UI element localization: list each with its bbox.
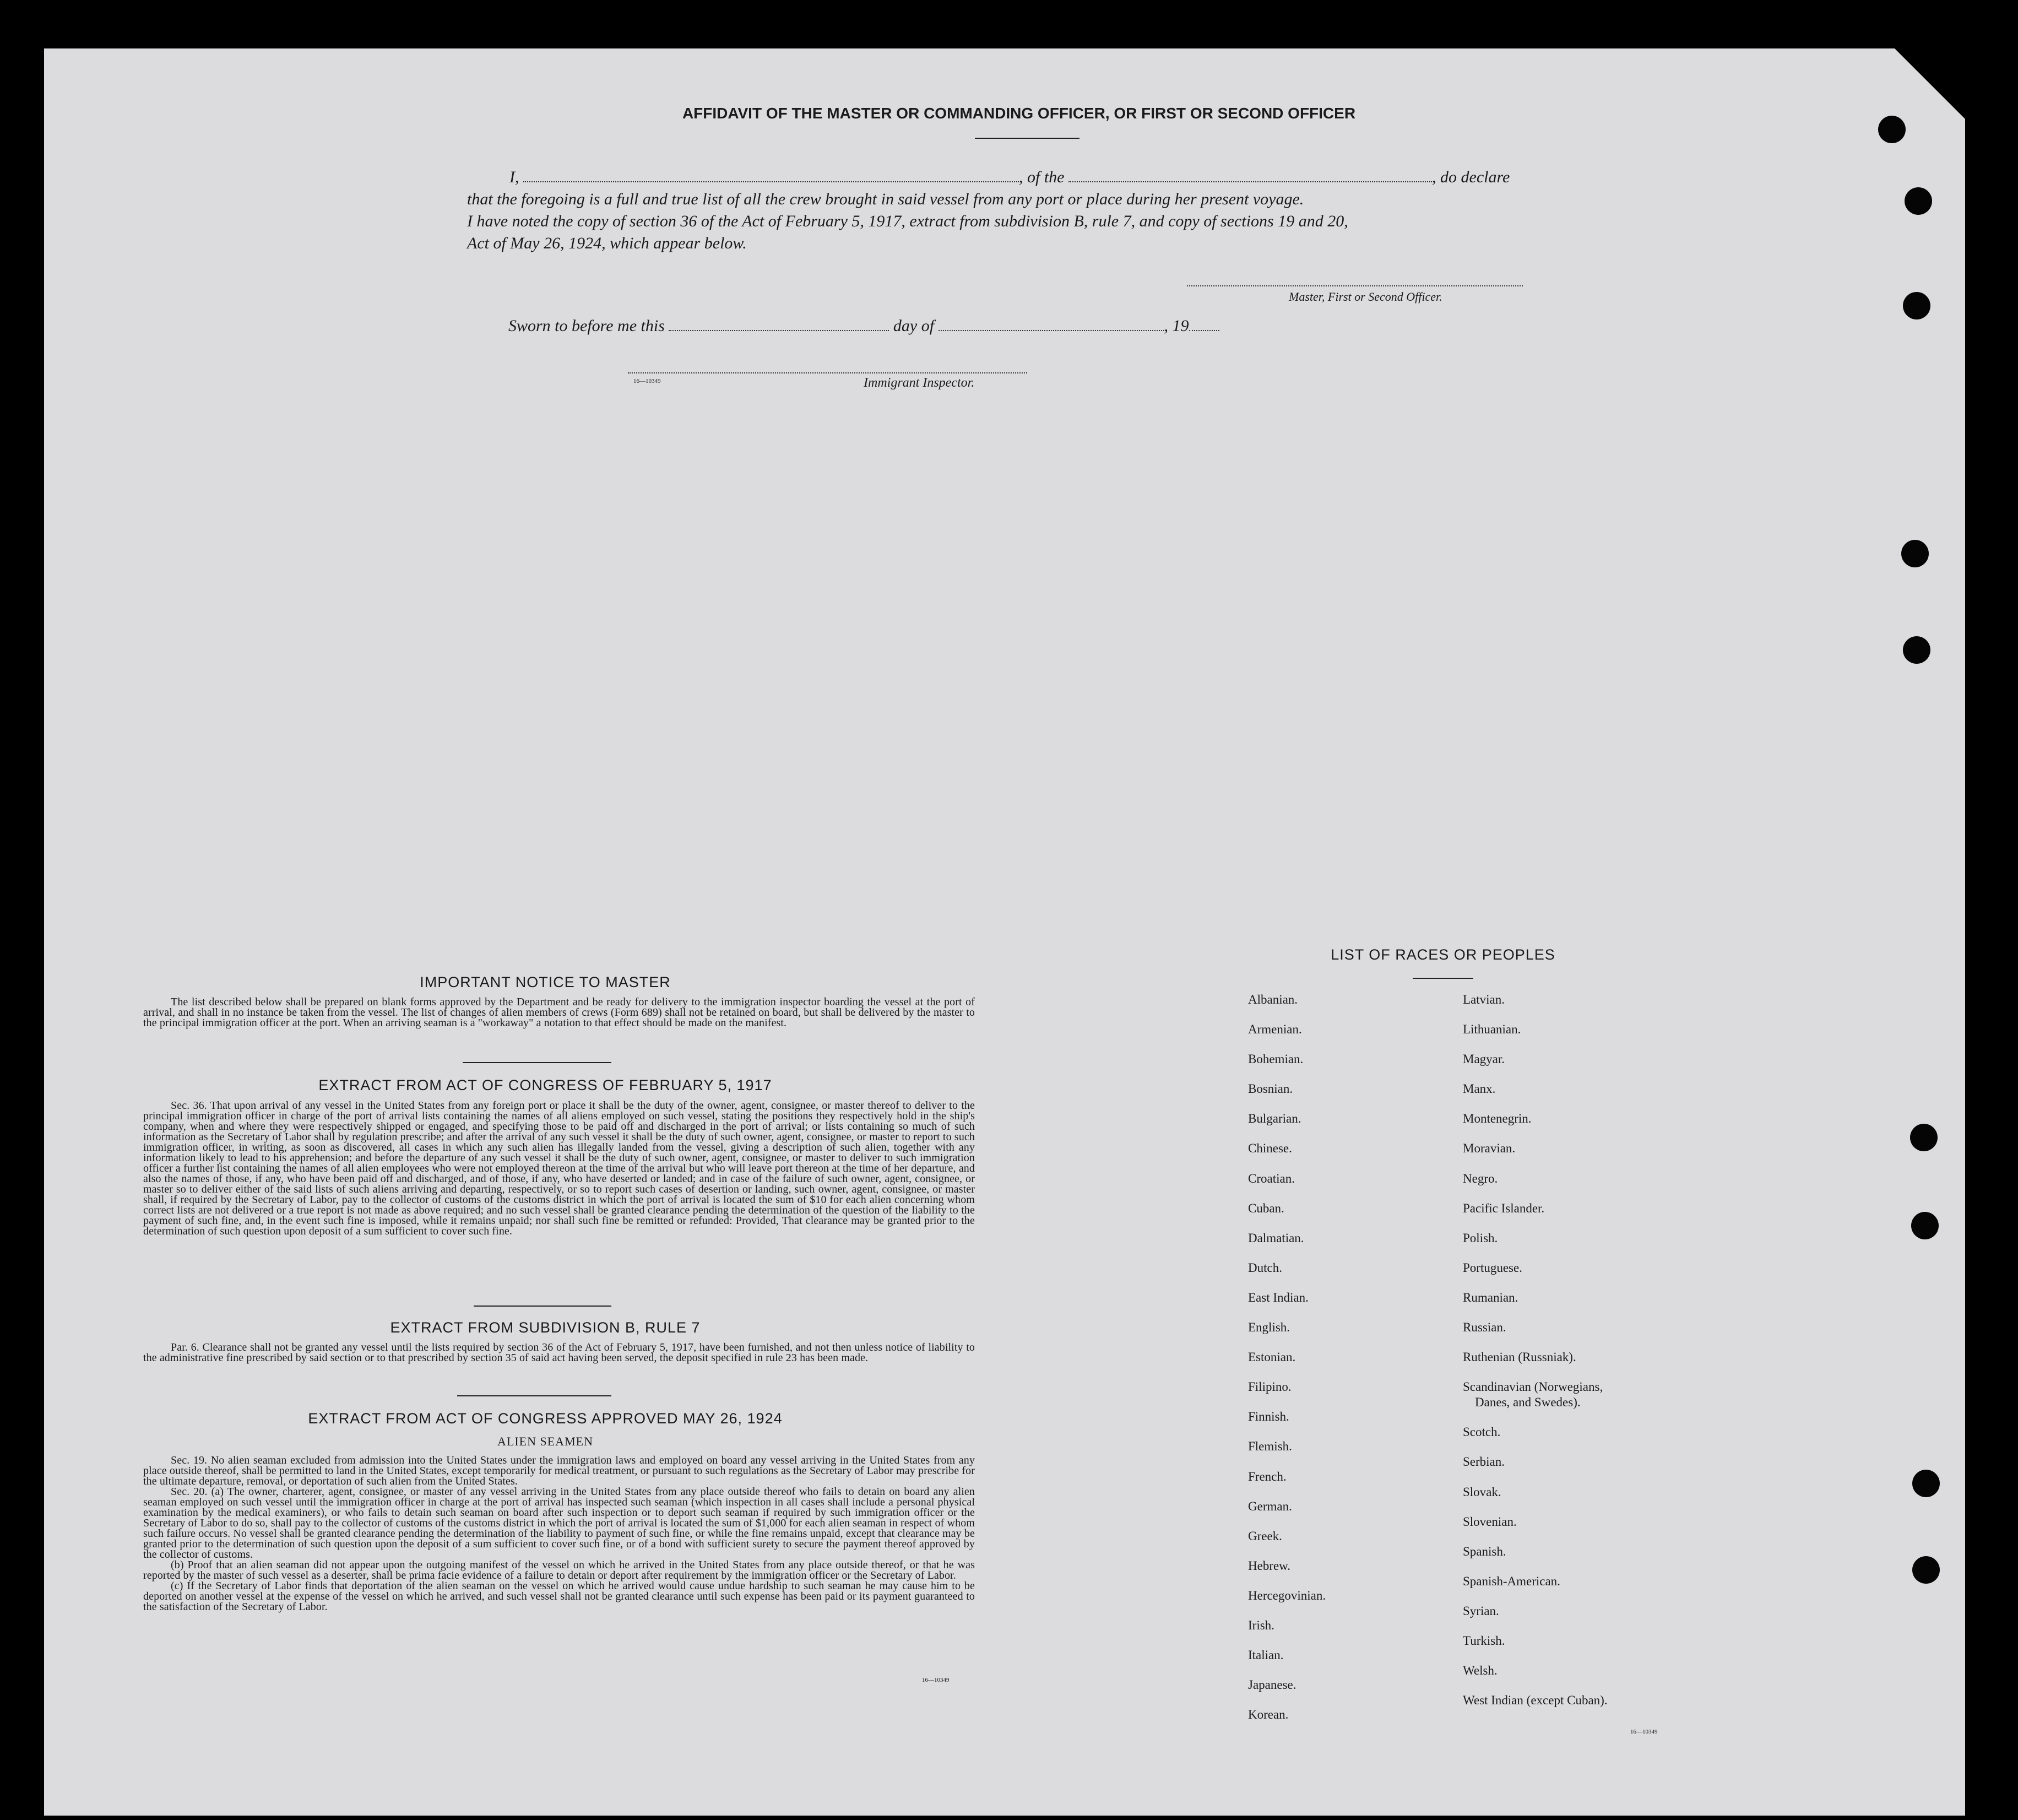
- race-item: Scotch.: [1463, 1425, 1501, 1439]
- form-number: 16—10349: [633, 378, 661, 384]
- declaration-line-1: [509, 168, 1510, 187]
- race-item: Spanish-American.: [1463, 1574, 1560, 1588]
- race-item: Spanish.: [1463, 1545, 1506, 1558]
- of-label: , of the: [1019, 168, 1065, 186]
- extract-1924-text: [143, 1455, 975, 1612]
- section-20c-paragraph: (c) If the Secretary of Labor finds that deportation of the alien seaman on the vessel on which he arrived would cause undue hardship to such seaman he may cause him to be deported on another vessel at the expense of the vessel on which he arrived, and such vessel shall not be granted clearance until such expense has been paid or its payment guaranteed to the satisfaction of the Secretary of Labor.: [143, 1580, 975, 1613]
- sworn-line: [508, 317, 1219, 335]
- alien-seamen-subtitle: ALIEN SEAMEN: [497, 1434, 593, 1448]
- race-item: Hebrew.: [1248, 1559, 1291, 1573]
- race-item: Russian.: [1463, 1320, 1506, 1334]
- divider: [474, 1306, 611, 1307]
- race-item: Montenegrin.: [1463, 1112, 1532, 1125]
- binder-hole: [1905, 187, 1932, 215]
- race-item: Filipino.: [1248, 1380, 1292, 1394]
- race-item: Finnish.: [1248, 1410, 1289, 1423]
- vessel-field[interactable]: [1068, 169, 1432, 182]
- race-item: Moravian.: [1463, 1141, 1516, 1155]
- race-item: Portuguese.: [1463, 1261, 1522, 1275]
- race-item: English.: [1248, 1320, 1290, 1334]
- inspector-signature-line[interactable]: [628, 372, 1027, 373]
- race-item: Polish.: [1463, 1231, 1498, 1245]
- name-field[interactable]: [523, 169, 1019, 182]
- form-number: 16—10349: [922, 1677, 950, 1683]
- section-19-paragraph: Sec. 19. No alien seaman excluded from admission into the United States under the immigration laws and employed on board any vessel arriving in the United States from any place outside thereof, shall be permitted to land in the United States, except temporarily for medical treatment, or pursuant to such regulations as the Secretary of Labor may prescribe for the ultimate departure, removal, or deportation of such alien from the United States.: [143, 1454, 975, 1487]
- extract-1924-title: EXTRACT FROM ACT OF CONGRESS APPROVED MAY 26, 1924: [308, 1410, 783, 1427]
- notice-text: [143, 997, 975, 1028]
- race-item: French.: [1248, 1470, 1287, 1483]
- folded-corner: [1895, 48, 1977, 131]
- declare-label: , do declare: [1432, 168, 1510, 186]
- race-item: Slovak.: [1463, 1485, 1501, 1499]
- divider: [457, 1395, 611, 1396]
- race-item: Syrian.: [1463, 1604, 1499, 1618]
- sworn-month-field[interactable]: [939, 318, 1164, 331]
- race-item: Dalmatian.: [1248, 1231, 1304, 1245]
- race-item: Chinese.: [1248, 1141, 1292, 1155]
- race-item: Korean.: [1248, 1708, 1289, 1721]
- race-item: Negro.: [1463, 1172, 1498, 1185]
- day-of-label: day of: [893, 317, 935, 335]
- section-20b-paragraph: (b) Proof that an alien seaman did not appear upon the outgoing manifest of the vessel on which he arrived in the United States from any place outside thereof, or that he was reported by the master of such vessel as a deserter, shall be prima facie evidence of a failure to detain or deport after requirement by the immigration officer or the Secretary of Labor.: [143, 1559, 975, 1581]
- sworn-day-field[interactable]: [669, 318, 889, 331]
- race-item: Albanian.: [1248, 993, 1298, 1006]
- races-title: LIST OF RACES OR PEOPLES: [1331, 946, 1555, 963]
- section-20a-paragraph: Sec. 20. (a) The owner, charterer, agent, consignee, or master of any vessel arriving in the United States from any place outside thereof who fails to detain on board any alien seaman employed on such vessel until the immigration officer in charge at the port of arrival has inspected such seaman (which inspection in all cases shall include a personal physical examination by the medical examiners), or who fails to detain such seaman on board after such inspection or to deport such seaman if required by such immigration officer or the Secretary of Labor to do so, shall pay to the collector of customs of the customs district in which the port of arrival is located the sum of $1,000 for each alien seaman in respect of whom such failure occurs. No vessel shall be granted clearance pending the determination of the liability to payment of such fine, or while the fine remains unpaid, except that clearance may be granted prior to the determination of such question upon the deposit of a sum sufficient to cover such fine, or of a bond with sufficient surety to secure the payment thereof approved by the collector of customs.: [143, 1486, 975, 1561]
- binder-hole: [1910, 1124, 1938, 1151]
- declaration-line-4: Act of May 26, 1924, which appear below.: [467, 234, 747, 252]
- race-item: Scandinavian (Norwegians,: [1463, 1380, 1603, 1394]
- divider: [463, 1062, 611, 1063]
- race-item: Italian.: [1248, 1648, 1284, 1662]
- declaration-line-2: that the foregoing is a full and true list of all the crew brought in said vessel from any port or place during her present voyage.: [467, 190, 1304, 208]
- binder-hole: [1903, 292, 1930, 319]
- race-item: Serbian.: [1463, 1455, 1505, 1469]
- binder-hole: [1911, 1212, 1939, 1239]
- race-item: Latvian.: [1463, 993, 1505, 1006]
- form-number: 16—10349: [1630, 1729, 1658, 1735]
- race-item: German.: [1248, 1499, 1292, 1513]
- race-item: West Indian (except Cuban).: [1463, 1693, 1608, 1707]
- race-item: Magyar.: [1463, 1052, 1505, 1066]
- master-signature-line[interactable]: [1187, 285, 1523, 286]
- race-item: Bosnian.: [1248, 1082, 1293, 1096]
- affidavit-title: AFFIDAVIT OF THE MASTER OR COMMANDING OFFICER, OR FIRST OR SECOND OFFICER: [682, 105, 1356, 122]
- notice-paragraph: The list described below shall be prepared on blank forms approved by the Department and be ready for delivery to the immigration inspector boarding the vessel at the port of arrival, and shall in no instance be taken from the vessel. The list of changes of alien members of crews (Form 689) shall not be retained on board, but shall be delivered by the master to the principal immigration officer at the port. When an arriving seaman is a "workaway" a notation to that effect should be made on the manifest.: [143, 996, 975, 1029]
- race-item: Manx.: [1463, 1082, 1496, 1096]
- sworn-label: Sworn to before me this: [508, 317, 665, 335]
- binder-hole: [1878, 116, 1906, 143]
- race-item: Greek.: [1248, 1529, 1282, 1543]
- race-item: Estonian.: [1248, 1350, 1296, 1364]
- race-item: Croatian.: [1248, 1172, 1295, 1185]
- race-item: Rumanian.: [1463, 1291, 1518, 1304]
- race-item: Danes, and Swedes).: [1475, 1395, 1581, 1409]
- notice-title: IMPORTANT NOTICE TO MASTER: [420, 974, 671, 990]
- race-item: Welsh.: [1463, 1664, 1498, 1677]
- race-item: Dutch.: [1248, 1261, 1282, 1275]
- race-item: Turkish.: [1463, 1634, 1505, 1648]
- race-item: Armenian.: [1248, 1022, 1302, 1036]
- race-item: Japanese.: [1248, 1678, 1296, 1692]
- race-item: Bohemian.: [1248, 1052, 1304, 1066]
- race-item: Flemish.: [1248, 1439, 1292, 1453]
- binder-hole: [1901, 540, 1929, 567]
- races-title-rule: [1413, 978, 1473, 979]
- title-rule: [975, 138, 1079, 139]
- extract-1917-title: EXTRACT FROM ACT OF CONGRESS OF FEBRUARY 5, 1917: [318, 1077, 772, 1093]
- race-item: Cuban.: [1248, 1201, 1284, 1215]
- section-36-paragraph: Sec. 36. That upon arrival of any vessel in the United States from any foreign port or place it shall be the duty of the owner, agent, consignee, or master thereof to deliver to the principal immigration officer in charge of the port of arrival lists containing the names of all aliens employed on such vessel, stating the positions they respectively hold in the ship's company, when and where they were respectively shipped or engaged, and specifying those to be paid off and discharged in the port of arrival; or lists containing so much of such information as the Secretary of Labor shall by regulation prescribe; and after the arrival of any such vessel it shall be the duty of such owner, agent, consignee, or master to report to such immigration officer, in writing, as soon as discovered, all cases in which any such alien has illegally landed from the vessel, giving a description of such alien, together with any information likely to lead to his apprehension; and before the departure of any such vessel it shall be the duty of such owner, agent, consignee, or master to deliver to such immigration officer a further list containing the names of all alien employees who were not employed thereon at the time of the arrival but who will leave port thereon at the time of her departure, and also the names of those, if any, who have been paid off and discharged, and of those, if any, who have deserted or landed; and in case of the failure of such owner, agent, consignee, or master so to deliver either of the said lists of such aliens arriving and departing, respectively, or so to report such cases of desertion or landing, such owner, agent, consignee, or master shall, if required by the Secretary of Labor, pay to the collector of customs of the customs district in which the port of arrival is located the sum of $10 for each alien concerning whom correct lists are not delivered or a true report is not made as above required; and no such vessel shall be granted clearance pending the determination of the question of the liability to the payment of such fine, and, in the event such fine is imposed, while it remains unpaid; nor shall such fine be remitted or refunded: Provided, That clearance may be granted prior to the determination of such question upon deposit of a sum sufficient to cover such fine.: [143, 1099, 975, 1237]
- race-item: Slovenian.: [1463, 1515, 1517, 1529]
- race-item: Irish.: [1248, 1618, 1274, 1632]
- master-signature-label: Master, First or Second Officer.: [1289, 290, 1442, 304]
- race-item: East Indian.: [1248, 1291, 1309, 1304]
- binder-hole: [1912, 1556, 1940, 1584]
- year-field[interactable]: [1189, 318, 1219, 331]
- i-label: I,: [509, 168, 519, 186]
- race-item: Pacific Islander.: [1463, 1201, 1545, 1215]
- binder-hole: [1912, 1470, 1940, 1497]
- year-label: , 19: [1164, 317, 1189, 335]
- race-item: Lithuanian.: [1463, 1022, 1521, 1036]
- rule-7-text: [143, 1342, 975, 1363]
- par-6-paragraph: Par. 6. Clearance shall not be granted any vessel until the lists required by section 36 of the Act of February 5, 1917, have been furnished, and not then unless notice of liability to the administrative fine prescribed by said section or to that prescribed by section 35 of said act having been served, the deposit specified in rule 23 has been made.: [143, 1341, 975, 1364]
- race-item: Bulgarian.: [1248, 1112, 1301, 1125]
- extract-1917-text: [143, 1101, 975, 1237]
- binder-hole: [1903, 636, 1930, 664]
- rule-7-title: EXTRACT FROM SUBDIVISION B, RULE 7: [390, 1319, 701, 1336]
- race-item: Ruthenian (Russniak).: [1463, 1350, 1576, 1364]
- inspector-label: Immigrant Inspector.: [864, 376, 975, 390]
- declaration-line-3: I have noted the copy of section 36 of the Act of February 5, 1917, extract from subdivision B, rule 7, and copy of sections 19 and 20,: [467, 212, 1348, 230]
- race-item: Hercegovinian.: [1248, 1589, 1326, 1602]
